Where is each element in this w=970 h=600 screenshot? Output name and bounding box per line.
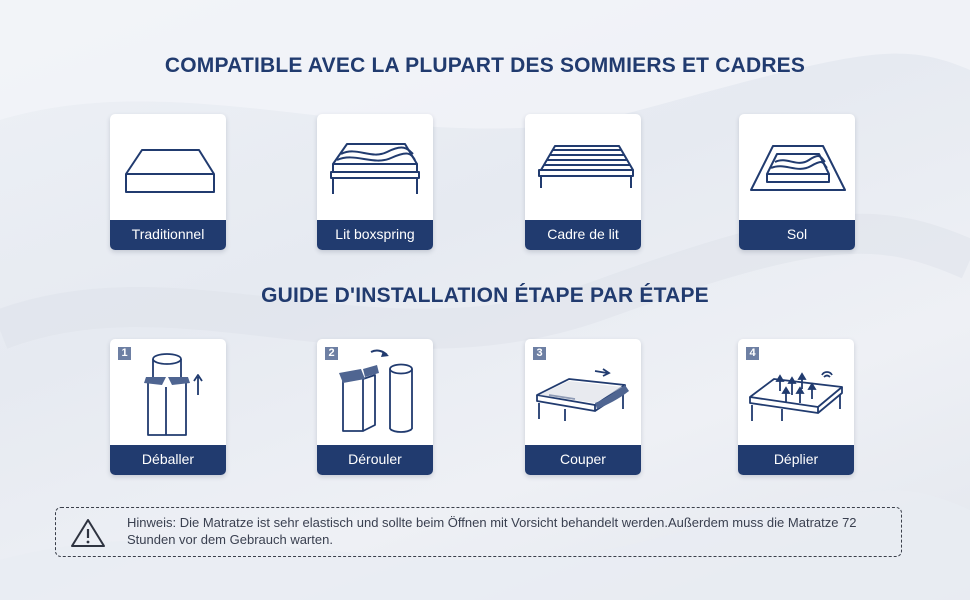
boxspring-bed-icon [317, 114, 433, 220]
step-label: Déplier [738, 445, 854, 475]
step-label: Couper [525, 445, 641, 475]
notice-box [55, 507, 902, 557]
compatibility-title: COMPATIBLE AVEC LA PLUPART DES SOMMIERS ET CADRES [164, 54, 806, 77]
step-number-badge: 2 [325, 347, 338, 360]
floor-mattress-icon [739, 114, 855, 220]
step-card-cut [525, 339, 641, 475]
slatted-frame-icon [525, 114, 641, 220]
step-number-badge: 1 [118, 347, 131, 360]
compat-label: Lit boxspring [317, 220, 433, 250]
compat-label: Cadre de lit [525, 220, 641, 250]
step-card-unfold [738, 339, 854, 475]
compat-card-bed-frame [525, 114, 641, 250]
mattress-icon [110, 114, 226, 220]
step-card-unroll [317, 339, 433, 475]
step-label: Déballer [110, 445, 226, 475]
step-card-unpack [110, 339, 226, 475]
compat-card-floor [739, 114, 855, 250]
compat-card-traditional [110, 114, 226, 250]
installation-guide-title: GUIDE D'INSTALLATION ÉTAPE PAR ÉTAPE [261, 284, 709, 307]
compat-card-boxspring [317, 114, 433, 250]
warning-icon [70, 517, 106, 549]
compat-label: Sol [739, 220, 855, 250]
notice-text: Hinweis: Die Matratze ist sehr elastisch und sollte beim Öffnen mit Vorsicht behandelt werden.Außerdem muss die Matratze 72 Stunden vor dem Gebrauch warten. [127, 515, 857, 547]
step-number-badge: 3 [533, 347, 546, 360]
step-number-badge: 4 [746, 347, 759, 360]
compat-label: Traditionnel [110, 220, 226, 250]
step-label: Dérouler [317, 445, 433, 475]
